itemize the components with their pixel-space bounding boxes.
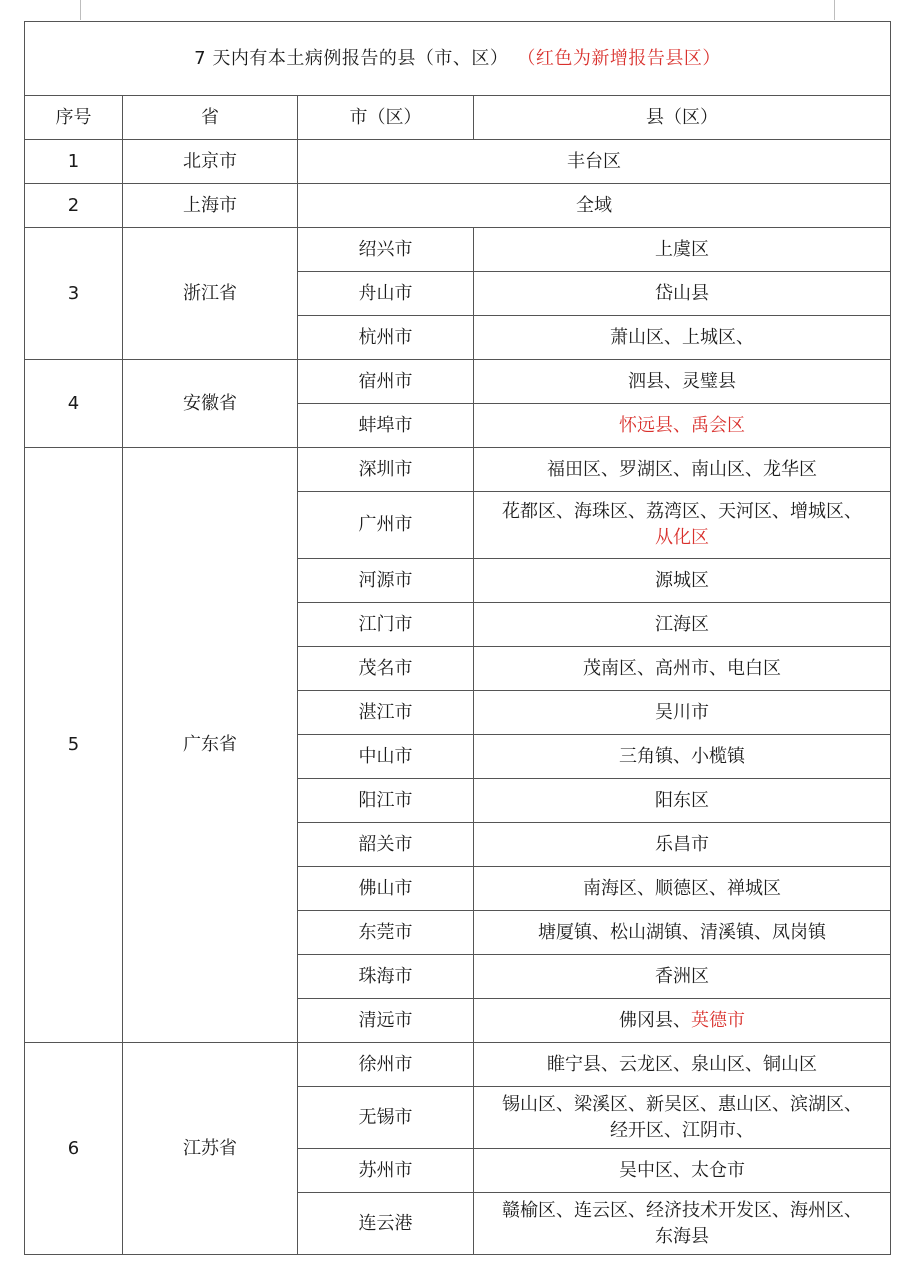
city-cell: 阳江市 [298,779,474,823]
table-row [25,184,891,228]
county-cell [474,360,891,404]
province-cell: 广东省 [123,448,298,1043]
county-cell [474,1193,891,1255]
city-cell: 中山市 [298,735,474,779]
seq-cell: 3 [25,228,123,360]
county-text: 岱山县 [655,282,709,304]
table-row [25,448,891,492]
county-cell [474,1149,891,1193]
county-text: 经开区、江阴市、 [610,1119,754,1141]
city-cell: 清远市 [298,999,474,1043]
county-text: 三角镇、小榄镇 [619,745,745,767]
header-row [25,96,891,140]
city-cell: 苏州市 [298,1149,474,1193]
table-row [25,360,891,404]
county-text-new: 从化区 [655,527,709,548]
province-cell: 北京市 [123,140,298,184]
title-row [25,22,891,96]
county-text: 佛冈县、 [619,1009,691,1031]
county-text: 萧山区、上城区、 [610,326,754,348]
header-province: 省 [123,96,298,140]
county-cell [298,184,891,228]
county-text: 茂南区、高州市、电白区 [583,657,781,679]
county-cell [474,1043,891,1087]
county-cell [474,316,891,360]
city-cell: 河源市 [298,559,474,603]
table-row [25,140,891,184]
county-cell [474,603,891,647]
city-cell: 无锡市 [298,1087,474,1149]
seq-cell: 4 [25,360,123,448]
county-cell [474,448,891,492]
county-text: 锡山区、梁溪区、新吴区、惠山区、滨湖区、 [502,1093,862,1115]
county-text: 东海县 [655,1225,709,1247]
top-left-rule [80,0,81,20]
county-cell [474,404,891,448]
county-text: 睢宁县、云龙区、泉山区、铜山区 [547,1053,817,1075]
county-text: 福田区、罗湖区、南山区、龙华区 [547,458,817,480]
table-title [25,22,891,96]
county-cell [474,559,891,603]
city-cell: 广州市 [298,492,474,559]
city-cell: 绍兴市 [298,228,474,272]
county-text: 吴川市 [655,701,709,723]
seq-cell: 5 [25,448,123,1043]
county-text: 丰台区 [567,150,621,172]
header-city: 市（区） [298,96,474,140]
city-cell: 珠海市 [298,955,474,999]
city-cell: 湛江市 [298,691,474,735]
header-county: 县（区） [474,96,891,140]
county-text: 南海区、顺德区、禅城区 [583,877,781,899]
county-cell [474,867,891,911]
city-cell: 韶关市 [298,823,474,867]
county-text: 吴中区、太仓市 [619,1159,745,1181]
county-cell [474,823,891,867]
county-text: 阳东区 [655,789,709,811]
seq-cell: 1 [25,140,123,184]
province-cell: 江苏省 [123,1043,298,1255]
county-cell [298,140,891,184]
county-cell [474,1087,891,1149]
county-cell [474,492,891,559]
city-cell: 蚌埠市 [298,404,474,448]
county-text-new: 英德市 [691,1009,745,1031]
table-row [25,1043,891,1087]
county-text: 塘厦镇、松山湖镇、清溪镇、凤岗镇 [538,921,826,943]
county-text: 泗县、灵璧县 [628,370,736,392]
report-table [24,21,891,1255]
province-cell: 浙江省 [123,228,298,360]
province-cell: 安徽省 [123,360,298,448]
title-note: （红色为新增报告县区） [526,47,721,69]
top-right-rule [834,0,835,20]
county-text-new: 怀远县、禹会区 [619,414,745,436]
county-cell [474,228,891,272]
county-text: 全域 [576,194,612,216]
table-row [25,228,891,272]
county-cell [474,999,891,1043]
city-cell: 江门市 [298,603,474,647]
county-text: 源城区 [655,569,709,591]
county-cell [474,955,891,999]
city-cell: 佛山市 [298,867,474,911]
city-cell: 深圳市 [298,448,474,492]
title-main: 7 天内有本土病例报告的县（市、区） [194,47,509,69]
seq-cell: 6 [25,1043,123,1255]
county-text: 上虞区 [655,238,709,260]
city-cell: 连云港 [298,1193,474,1255]
county-text: 花都区、海珠区、荔湾区、天河区、增城区、 [502,501,862,522]
county-cell [474,272,891,316]
city-cell: 东莞市 [298,911,474,955]
city-cell: 宿州市 [298,360,474,404]
header-seq: 序号 [25,96,123,140]
city-cell: 茂名市 [298,647,474,691]
city-cell: 徐州市 [298,1043,474,1087]
county-text: 香洲区 [655,965,709,987]
seq-cell: 2 [25,184,123,228]
city-cell: 杭州市 [298,316,474,360]
county-text: 江海区 [655,613,709,635]
county-cell [474,691,891,735]
county-text: 赣榆区、连云区、经济技术开发区、海州区、 [502,1199,862,1221]
county-cell [474,911,891,955]
city-cell: 舟山市 [298,272,474,316]
county-cell [474,735,891,779]
county-cell [474,779,891,823]
province-cell: 上海市 [123,184,298,228]
county-text: 乐昌市 [655,833,709,855]
county-cell [474,647,891,691]
